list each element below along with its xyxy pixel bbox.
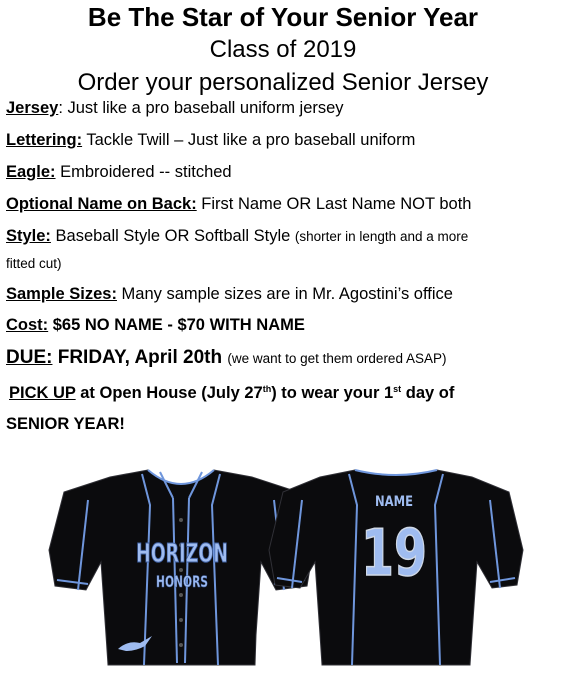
lettering-label: Lettering:	[6, 131, 83, 149]
style-text: Baseball Style OR Softball Style	[50, 227, 295, 245]
back-number-text: 19	[361, 517, 427, 591]
style-label: Style:	[6, 227, 51, 245]
class-of-heading: Class of 2019	[209, 36, 357, 63]
back-name-text: NAME	[375, 494, 413, 510]
pickup-text-b: ) to wear your 1	[271, 384, 394, 402]
due-note: (we want to get them ordered ASAP)	[227, 351, 447, 366]
pickup-sup-b: st	[393, 384, 402, 394]
jersey-colon: :	[58, 99, 63, 117]
optional-name-text: First Name OR Last Name NOT both	[196, 195, 472, 213]
sample-sizes-label: Sample Sizes:	[6, 285, 117, 303]
cost-label: Cost:	[6, 316, 49, 334]
front-horizon-text: HORIZON	[136, 539, 228, 569]
eagle-label: Eagle:	[6, 163, 56, 181]
style-note: (shorter in length and a more	[294, 229, 469, 244]
sample-sizes-text: Many sample sizes are in Mr. Agostini’s office	[116, 285, 453, 303]
senior-year-line: SENIOR YEAR!	[6, 415, 125, 433]
pickup-text-a: at Open House (July 27	[75, 384, 263, 402]
due-label: DUE:	[6, 347, 53, 368]
page-title: Be The Star of Your Senior Year	[87, 2, 479, 32]
optional-name-label: Optional Name on Back:	[6, 195, 197, 213]
jersey-text: Just like a pro baseball uniform jersey	[62, 99, 344, 117]
jersey-back	[269, 470, 523, 665]
pickup-sup-a: th	[262, 384, 272, 394]
lettering-text: Tackle Twill – Just like a pro baseball uniform	[82, 131, 416, 149]
front-honors-text: HONORS	[156, 572, 208, 591]
jersey-label: Jersey	[6, 99, 59, 117]
eagle-text: Embroidered -- stitched	[55, 163, 232, 181]
order-heading: Order your personalized Senior Jersey	[77, 69, 489, 96]
pickup-label: PICK UP	[9, 384, 76, 402]
cost-text: $65 NO NAME - $70 WITH NAME	[48, 316, 305, 334]
due-text: FRIDAY, April 20th	[52, 347, 228, 368]
pickup-text-c: day of	[401, 384, 455, 402]
style-note-continued: fitted cut)	[6, 256, 62, 271]
